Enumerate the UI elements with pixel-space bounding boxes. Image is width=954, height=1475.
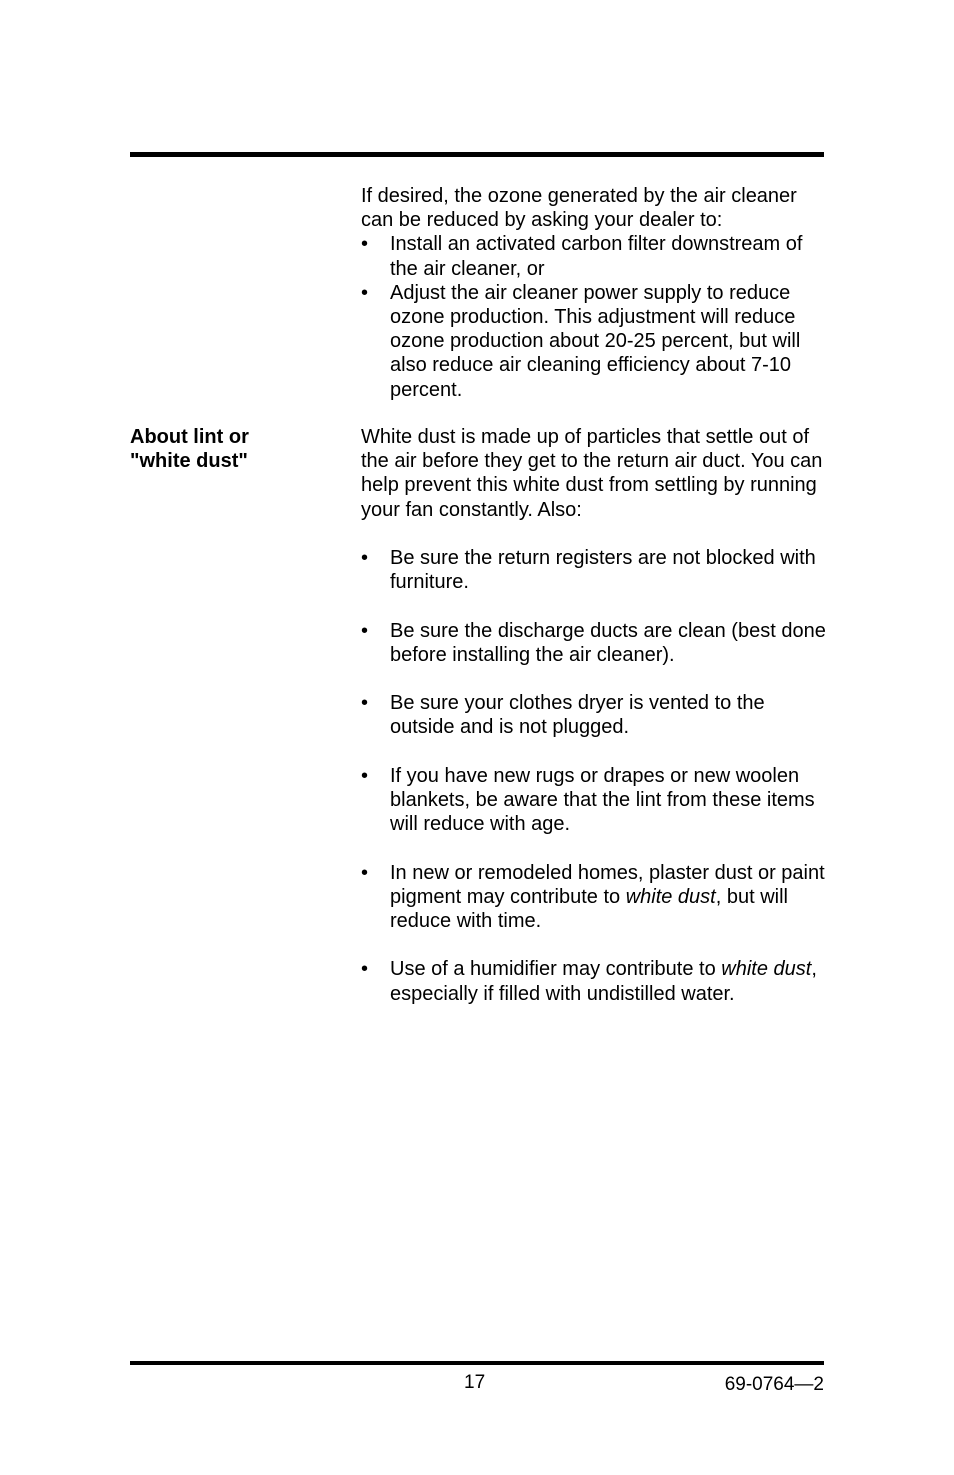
bullet-icon: •: [361, 619, 369, 642]
bullet-icon: •: [361, 958, 369, 981]
top-rule: [130, 152, 824, 157]
bullet-icon: •: [361, 861, 369, 884]
page-number: 17: [464, 1372, 486, 1393]
bullet-icon: •: [361, 233, 369, 256]
bottom-rule: [130, 1361, 824, 1365]
list-item: • Adjust the air cleaner power supply to reduce ozone production. This adjustment will reduce ozone production about 20-25 percent, but will also reduce air cleaning efficiency about 7-10 percent.: [361, 281, 801, 401]
lint-section: [361, 425, 831, 1006]
bullet-icon: •: [361, 547, 369, 569]
lint-intro: White dust is made up of particles that settle out of the air before they get to the return air duct. You can help prevent this white dust from settling by running your fan constantly. Also:: [361, 426, 823, 521]
list-item: • Use of a humidifier may contribute to white dust, especially if filled with undistilled water.: [361, 958, 817, 1005]
document-number: 69-0764—2: [724, 1374, 824, 1395]
list-item: • Be sure the return registers are not blocked with furniture.: [361, 547, 816, 594]
bullet-icon: •: [361, 692, 369, 715]
list-item: • In new or remodeled homes, plaster dust or paint pigment may contribute to white dust, but will reduce with time.: [361, 861, 825, 932]
section-heading: About lint or "white dust": [130, 426, 249, 473]
ozone-section: [361, 184, 831, 402]
bullet-icon: •: [361, 281, 369, 304]
ozone-intro: If desired, the ozone generated by the air cleaner can be reduced by asking your dealer to:: [361, 185, 797, 232]
lint-bullet-list: [361, 546, 831, 1006]
list-item: • Be sure your clothes dryer is vented to the outside and is not plugged.: [361, 692, 765, 739]
list-item: • Install an activated carbon filter downstream of the air cleaner, or: [361, 233, 803, 280]
bullet-icon: •: [361, 764, 369, 787]
list-item: • Be sure the discharge ducts are clean (best done before installing the air cleaner).: [361, 619, 826, 666]
ozone-bullet-list: [361, 232, 831, 401]
list-item: • If you have new rugs or drapes or new woolen blankets, be aware that the lint from these items will reduce with age.: [361, 764, 815, 836]
